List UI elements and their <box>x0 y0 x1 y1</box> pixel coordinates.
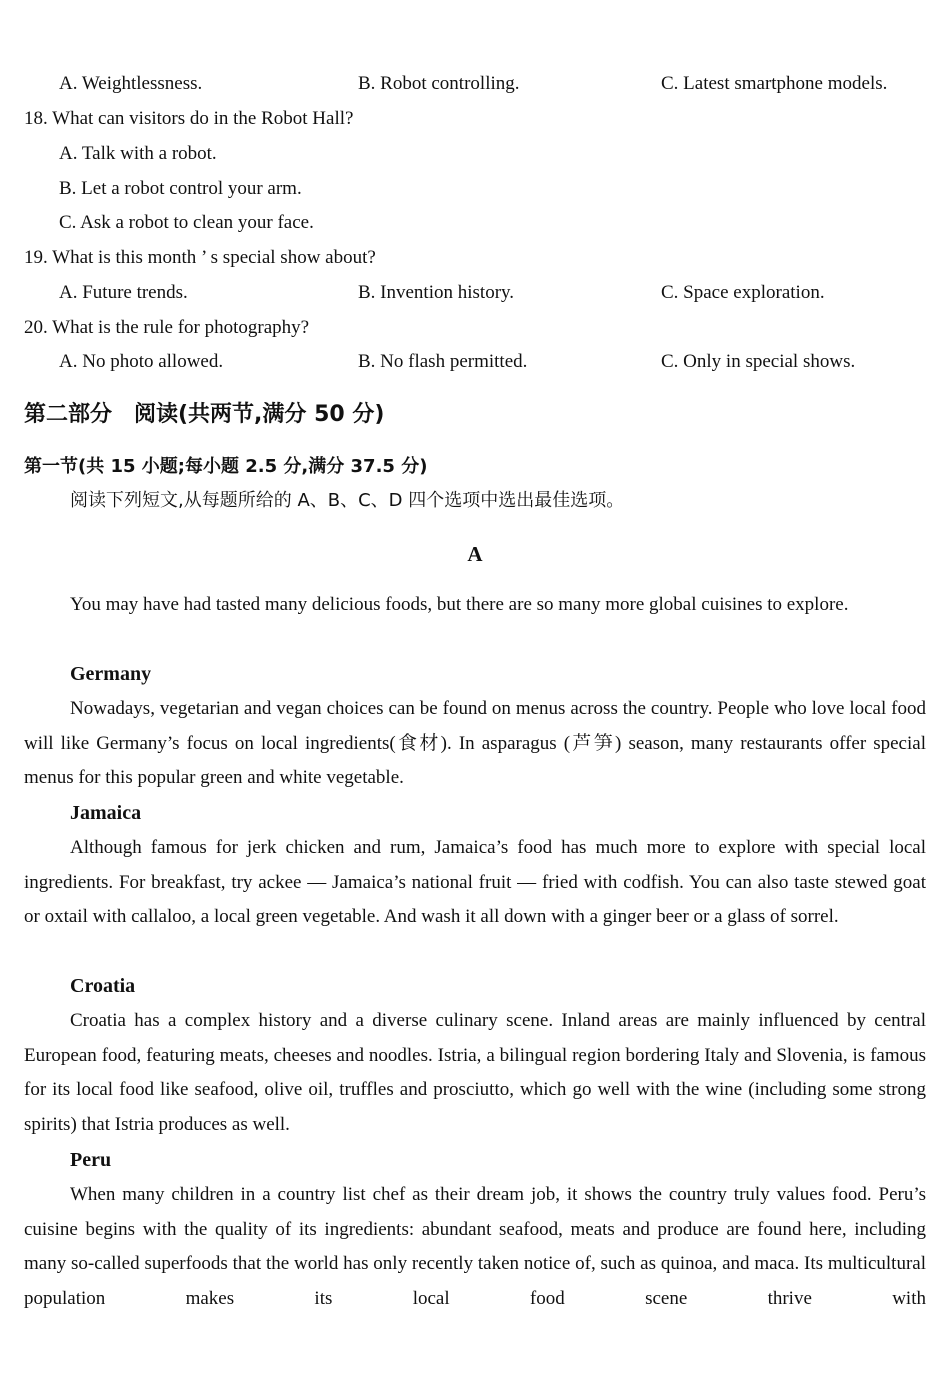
instruction-text: 阅读下列短文,从每题所给的 A、B、C、D 四个选项中选出最佳选项。 <box>70 490 625 511</box>
q17-options <box>0 67 950 101</box>
jamaica-paragraph <box>24 831 926 935</box>
instruction-line <box>0 484 950 518</box>
q18-option-a[interactable]: A. Talk with a robot. <box>59 143 217 164</box>
q20-option-c[interactable]: C. Only in special shows. <box>661 351 856 372</box>
country-heading-croatia: Croatia <box>70 975 136 997</box>
peru-paragraph <box>24 1178 926 1317</box>
country-heading-jamaica: Jamaica <box>70 802 142 824</box>
q19-option-c[interactable]: C. Space exploration. <box>661 282 825 303</box>
q20-options <box>0 345 950 379</box>
section1-title-line <box>0 450 950 484</box>
country-heading-peru: Peru <box>70 1149 112 1171</box>
q18-stem-line <box>0 102 950 136</box>
q20-stem-line <box>0 311 950 345</box>
jamaica-text: Although famous for jerk chicken and rum, Jamaica’s food has much more to explore with special local ingredients. For breakfast, try ackee — Jamaica’s national fruit — fried with codfish. You can also taste stewed goat or oxtail with callaloo, a local green vegetable. And wash it all down with a ginger beer or a glass of sorrel. <box>24 837 926 928</box>
germany-text: Nowadays, vegetarian and vegan choices can be found on menus across the country. People who love local food will like Germany’s focus on local ingredients(食材). In asparagus (芦笋) season, many restaurants offer special menus for this popular green and white vegetable. <box>24 698 926 789</box>
q18-option-c[interactable]: C. Ask a robot to clean your face. <box>59 212 314 233</box>
part2-title-line <box>0 396 950 434</box>
q18-stem: 18. What can visitors do in the Robot Hall? <box>24 108 354 129</box>
intro-text: You may have had tasted many delicious foods, but there are so many more global cuisines to explore. <box>70 594 849 615</box>
part2-title: 第二部分 阅读(共两节,满分 50 分) <box>24 402 385 427</box>
croatia-text: Croatia has a complex history and a diverse culinary scene. Inland areas are mainly influenced by central European food, featuring meats, cheeses and noodles. Istria, a bilingual region bordering Italy and Slovenia, is famous for its local food like seafood, olive oil, truffles and prosciutto, which go well with the wine (including some strong spirits) that Istria produces as well. <box>24 1010 926 1136</box>
q19-option-b[interactable]: B. Invention history. <box>358 282 515 303</box>
q20-option-b[interactable]: B. No flash permitted. <box>358 351 528 372</box>
q17-option-c[interactable]: C. Latest smartphone models. <box>661 73 888 94</box>
q17-option-b[interactable]: B. Robot controlling. <box>358 73 520 94</box>
germany-paragraph <box>24 692 926 796</box>
passage-letter: A <box>467 542 483 566</box>
q18-option-a-line <box>0 137 950 171</box>
q19-option-a[interactable]: A. Future trends. <box>59 282 188 303</box>
intro-paragraph <box>24 588 926 623</box>
peru-text: When many children in a country list chef as their dream job, it shows the country truly values food. Peru’s cuisine begins with the quality of its ingredients: abundant seafood, meats and produce are found here, including many so-called superfoods that the world has only recently taken notice of, such as quinoa, and maca. Its multicultural population makes its local food scene thrive with <box>24 1184 926 1310</box>
q19-stem: 19. What is this month ’ s special show about? <box>24 247 376 268</box>
country-heading-germany: Germany <box>70 663 152 685</box>
q18-option-b[interactable]: B. Let a robot control your arm. <box>59 178 302 199</box>
q19-options <box>0 276 950 310</box>
q19-stem-line <box>0 241 950 275</box>
section1-title: 第一节(共 15 小题;每小题 2.5 分,满分 37.5 分) <box>24 456 428 477</box>
q20-stem: 20. What is the rule for photography? <box>24 317 310 338</box>
q17-option-a[interactable]: A. Weightlessness. <box>59 73 203 94</box>
q20-option-a[interactable]: A. No photo allowed. <box>59 351 224 372</box>
q18-option-b-line <box>0 172 950 206</box>
croatia-paragraph <box>24 1004 926 1143</box>
q18-option-c-line <box>0 206 950 240</box>
